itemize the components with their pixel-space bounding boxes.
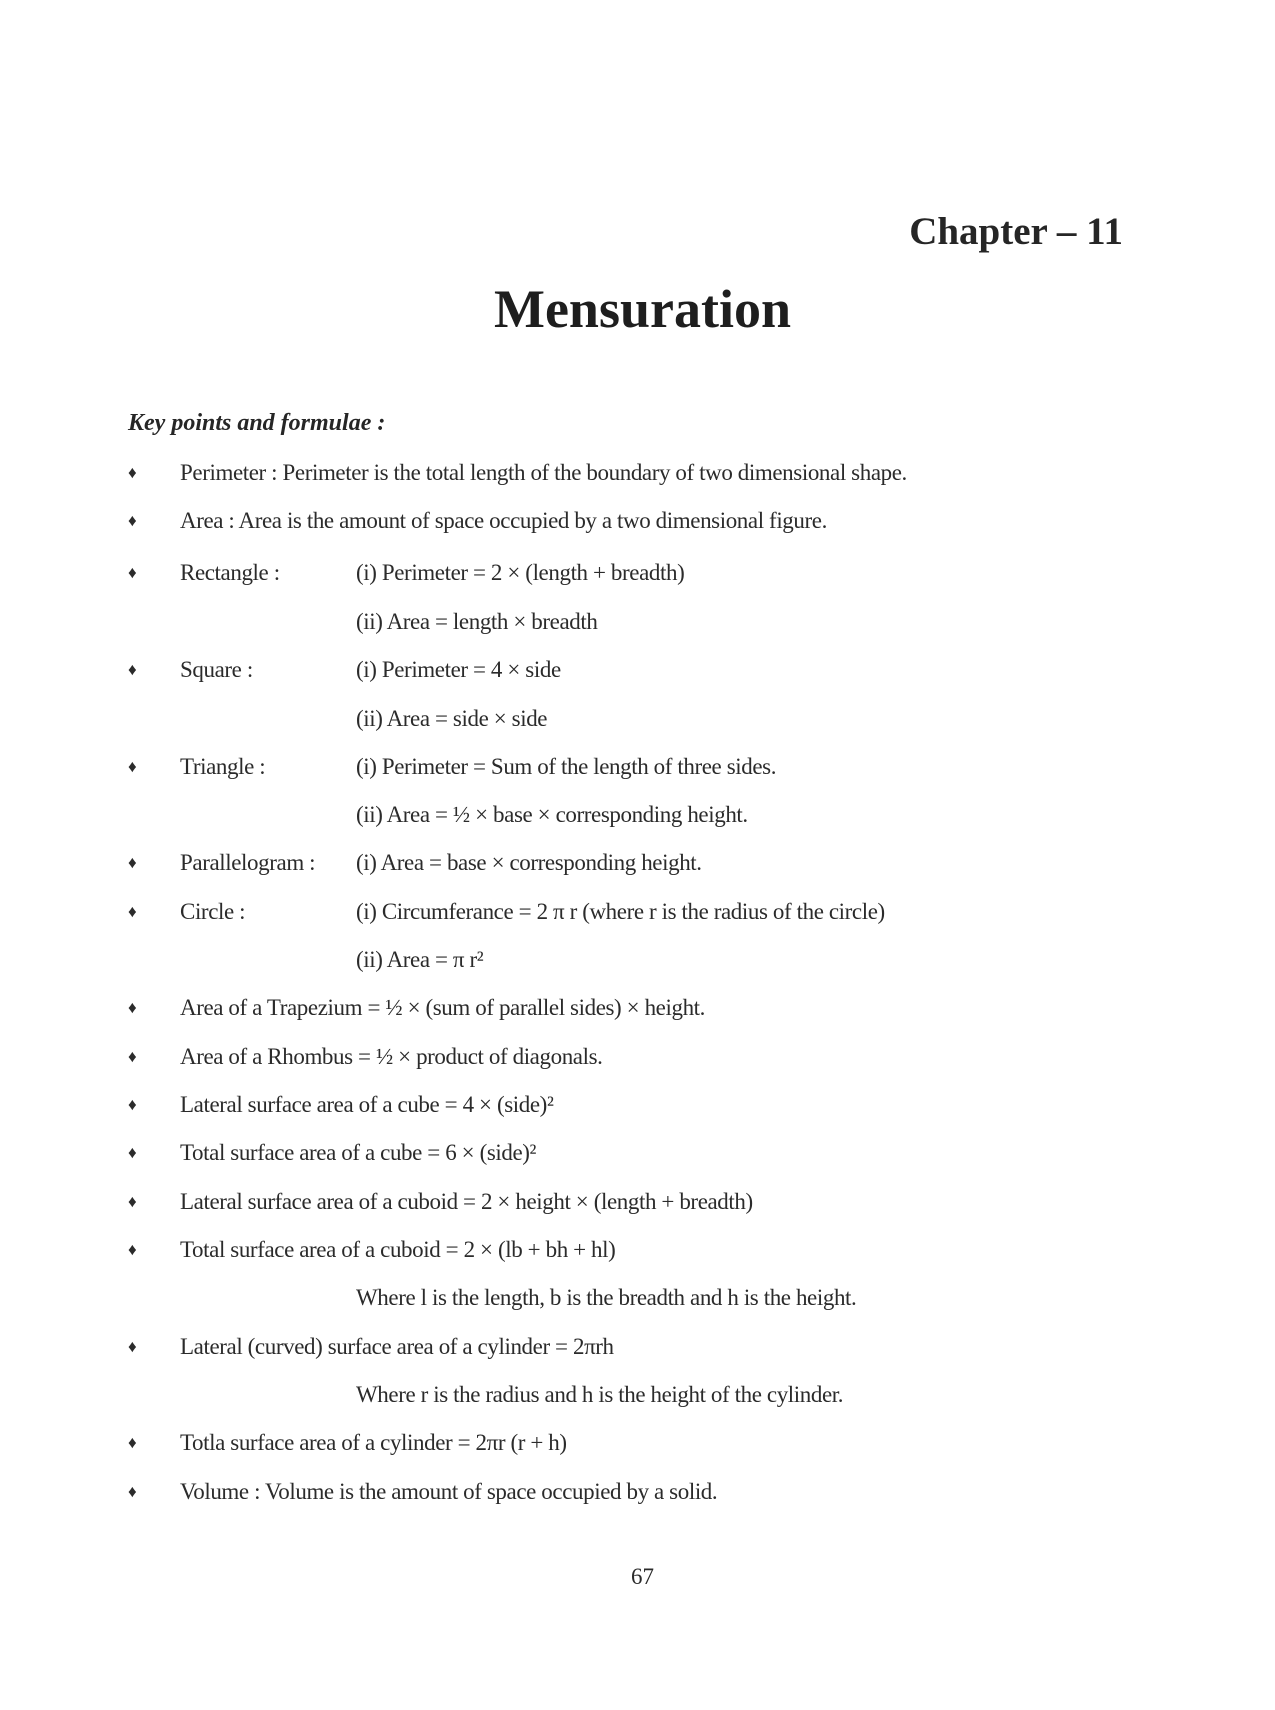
bullet-icon: ♦ — [128, 1192, 137, 1211]
volume-definition: Volume : Volume is the amount of space occupied by a solid. — [180, 1479, 718, 1504]
square-area-formula: (ii) Area = side × side — [356, 706, 548, 731]
bullet-icon: ♦ — [128, 1143, 137, 1162]
bullet-icon: ♦ — [128, 853, 137, 872]
list-item-volume — [0, 1477, 1275, 1507]
area-definition: Area : Area is the amount of space occupied by a two dimensional figure. — [180, 508, 827, 533]
cylinder-lateral-area-formula: Lateral (curved) surface area of a cylinder = 2πrh — [180, 1334, 614, 1359]
bullet-icon: ♦ — [128, 563, 137, 582]
bullet-icon: ♦ — [128, 1433, 137, 1452]
list-item-cuboid-lateral — [0, 1187, 1275, 1217]
list-item-circle-area — [0, 945, 1275, 975]
list-item-circle — [0, 897, 1275, 927]
list-item-rectangle-area — [0, 607, 1275, 637]
list-item-perimeter — [0, 458, 1275, 488]
cylinder-note: Where r is the radius and h is the height of the cylinder. — [356, 1382, 844, 1407]
cuboid-lateral-area-formula: Lateral surface area of a cuboid = 2 × height × (length + breadth) — [180, 1189, 753, 1214]
square-label: Square : — [180, 657, 253, 682]
bullet-icon: ♦ — [128, 511, 137, 530]
list-item-cuboid-note — [0, 1283, 1275, 1313]
list-item-triangle — [0, 752, 1275, 782]
chapter-label: Chapter – 11 — [909, 210, 1123, 253]
bullet-icon: ♦ — [128, 1337, 137, 1356]
list-item-rectangle — [0, 558, 1275, 588]
trapezium-area-formula: Area of a Trapezium = ½ × (sum of parallel sides) × height. — [180, 995, 706, 1020]
circle-area-formula: (ii) Area = π r² — [356, 947, 484, 972]
list-item-cuboid-total — [0, 1235, 1275, 1265]
page-title: Mensuration — [494, 279, 791, 339]
cylinder-total-area-formula: Totla surface area of a cylinder = 2πr (r + h) — [180, 1430, 567, 1455]
list-item-triangle-area — [0, 800, 1275, 830]
cuboid-note: Where l is the length, b is the breadth and h is the height. — [356, 1285, 857, 1310]
bullet-icon: ♦ — [128, 1095, 137, 1114]
rhombus-area-formula: Area of a Rhombus = ½ × product of diagonals. — [180, 1044, 603, 1069]
bullet-icon: ♦ — [128, 1482, 137, 1501]
list-item-cylinder-lateral — [0, 1332, 1275, 1362]
bullet-icon: ♦ — [128, 1240, 137, 1259]
circle-label: Circle : — [180, 899, 246, 924]
circle-circumference-formula: (i) Circumferance = 2 π r (where r is the radius of the circle) — [356, 899, 885, 924]
bullet-icon: ♦ — [128, 902, 137, 921]
list-item-trapezium — [0, 993, 1275, 1023]
list-item-parallelogram — [0, 848, 1275, 878]
perimeter-definition: Perimeter : Perimeter is the total length of the boundary of two dimensional shape. — [180, 460, 907, 485]
rectangle-area-formula: (ii) Area = length × breadth — [356, 609, 598, 634]
section-heading: Key points and formulae : — [128, 410, 386, 436]
list-item-cylinder-total — [0, 1428, 1275, 1458]
triangle-perimeter-formula: (i) Perimeter = Sum of the length of three sides. — [356, 754, 777, 779]
bullet-icon: ♦ — [128, 757, 137, 776]
triangle-area-formula: (ii) Area = ½ × base × corresponding height. — [356, 802, 748, 827]
cube-total-area-formula: Total surface area of a cube = 6 × (side)² — [180, 1140, 537, 1165]
cuboid-total-area-formula: Total surface area of a cuboid = 2 × (lb + bh + hl) — [180, 1237, 616, 1262]
cube-lateral-area-formula: Lateral surface area of a cube = 4 × (side)² — [180, 1092, 554, 1117]
list-item-cube-lateral — [0, 1090, 1275, 1120]
bullet-icon: ♦ — [128, 660, 137, 679]
parallelogram-area-formula: (i) Area = base × corresponding height. — [356, 850, 702, 875]
list-item-cylinder-note — [0, 1380, 1275, 1410]
triangle-label: Triangle : — [180, 754, 266, 779]
list-item-area — [0, 506, 1275, 536]
square-perimeter-formula: (i) Perimeter = 4 × side — [356, 657, 561, 682]
list-item-rhombus — [0, 1042, 1275, 1072]
list-item-cube-total — [0, 1138, 1275, 1168]
rectangle-perimeter-formula: (i) Perimeter = 2 × (length + breadth) — [356, 560, 685, 585]
list-item-square-area — [0, 704, 1275, 734]
bullet-icon: ♦ — [128, 463, 137, 482]
bullet-icon: ♦ — [128, 1047, 137, 1066]
bullet-icon: ♦ — [128, 998, 137, 1017]
page-number: 67 — [631, 1564, 654, 1589]
list-item-square — [0, 655, 1275, 685]
rectangle-label: Rectangle : — [180, 560, 280, 585]
parallelogram-label: Parallelogram : — [180, 850, 316, 875]
